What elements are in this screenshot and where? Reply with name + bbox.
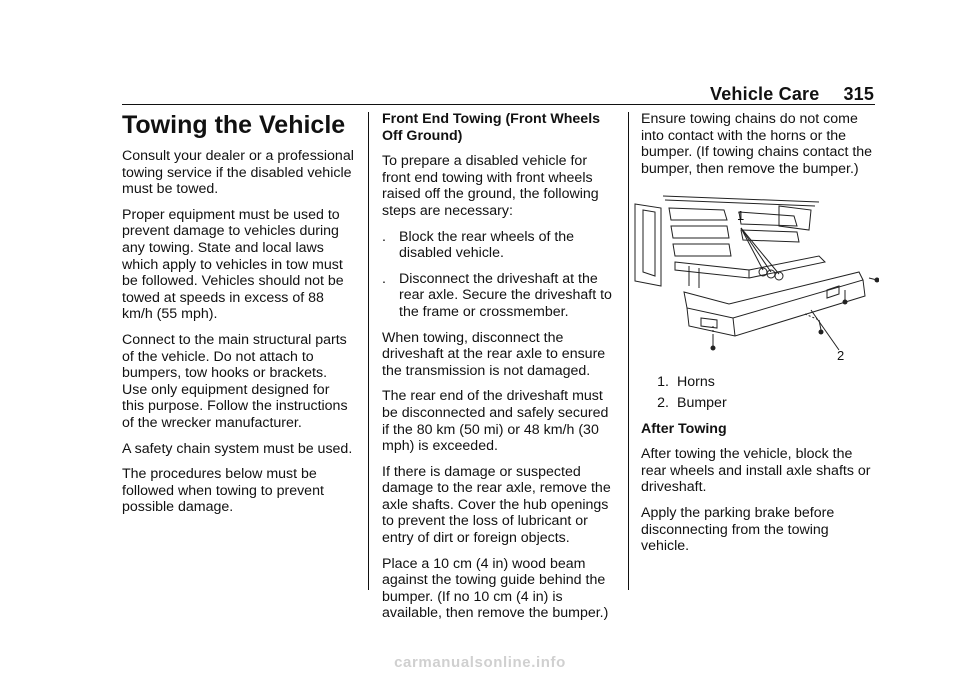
paragraph: Place a 10 cm (4 in) wood beam against the towing guide behind the bumper. (If no 10 cm (4 in) is available, then remove the bumper.) [382, 555, 609, 622]
column-3 [641, 111, 877, 564]
legend-item [641, 374, 877, 391]
legend-label: Horns [677, 374, 715, 391]
legend-number: 1. [657, 374, 669, 391]
column-2 [382, 111, 618, 631]
section-heading: Front End Towing (Front Wheels Off Ground) [382, 111, 601, 144]
page-number: 315 [843, 84, 875, 104]
paragraph: Apply the parking brake before disconnecting from the towing vehicle. [641, 504, 835, 555]
bullet-item [382, 271, 618, 321]
page-title: Towing the Vehicle [122, 111, 346, 139]
paragraph: A safety chain system must be used. [122, 440, 353, 457]
watermark: carmanualsonline.info [394, 654, 566, 671]
bumper-diagram [629, 186, 879, 364]
paragraph: The procedures below must be followed when towing to prevent possible damage. [122, 466, 324, 516]
running-header [710, 84, 874, 105]
bumper-illustration [629, 186, 877, 364]
callout-1: 1 [737, 208, 745, 224]
paragraph: When towing, disconnect the driveshaft at the rear axle to ensure the transmission is not damaged. [382, 329, 606, 379]
bullet-marker: . [382, 270, 386, 287]
legend-number: 2. [657, 394, 669, 411]
paragraph: After towing the vehicle, block the rear wheels and install axle shafts or driveshaft. [641, 446, 871, 496]
section-title: Vehicle Care [710, 84, 820, 104]
bullet-text: Block the rear wheels of the disabled vehicle. [399, 228, 575, 262]
callout-2: 2 [837, 348, 845, 364]
legend-item [641, 395, 877, 412]
paragraph: To prepare a disabled vehicle for front end towing with front wheels raised off the ground, the following steps are necessary: [382, 153, 599, 219]
bullet-marker: . [382, 228, 386, 245]
header-rule [122, 104, 875, 105]
paragraph: If there is damage or suspected damage to the rear axle, remove the axle shafts. Cover the hub openings to prevent the loss of lubricant or entry of dirt or foreign objects. [382, 463, 611, 547]
paragraph: Proper equipment must be used to prevent damage to vehicles during any towing. State and local laws which apply to vehicles in tow must be followed. Vehicles should not be towed at speeds in excess of 88 km/h (55 mph). [122, 206, 344, 323]
bullet-item [382, 229, 618, 262]
paragraph: Connect to the main structural parts of the vehicle. Do not attach to bumpers, tow hooks or brackets. Use only equipment designed for this purpose. Follow the instructions of the wrecker manufacturer. [122, 331, 348, 431]
section-heading: After Towing [641, 420, 727, 437]
figure-legend [641, 374, 877, 411]
paragraph: Ensure towing chains do not come into contact with the horns or the bumper. (If towing chains contact the bumper, then remove the bumper.) [641, 111, 873, 177]
column-divider-1 [368, 112, 369, 590]
paragraph: The rear end of the driveshaft must be disconnected and safely secured if the 80 km (50 mi) or 48 km/h (30 mph) is exceeded. [382, 388, 609, 455]
paragraph: Consult your dealer or a professional towing service if the disabled vehicle must be towed. [122, 148, 354, 198]
bullet-text: Disconnect the driveshaft at the rear axle. Secure the driveshaft to the frame or crossmember. [399, 270, 612, 320]
column-1 [122, 111, 354, 525]
legend-label: Bumper [677, 394, 727, 411]
